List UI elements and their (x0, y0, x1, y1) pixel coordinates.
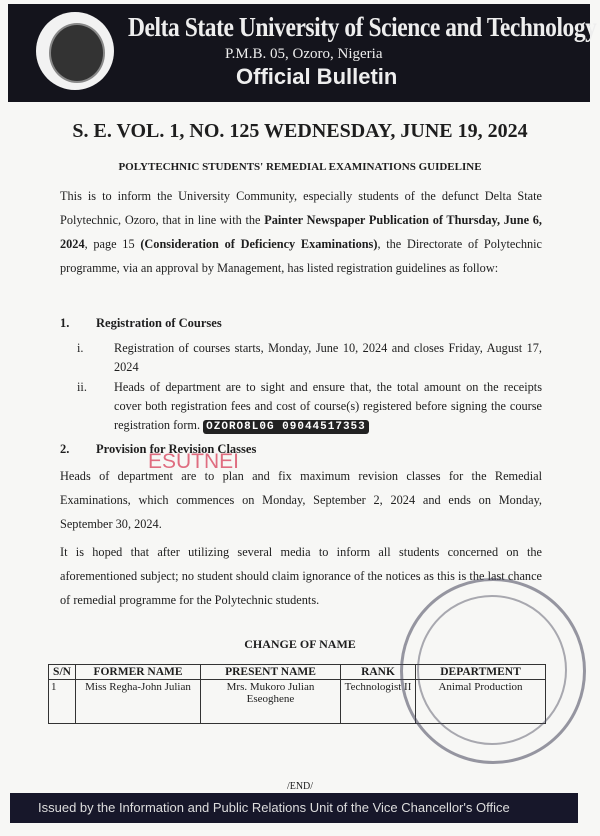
footer-banner: Issued by the Information and Public Relations Unit of the Vice Chancellor's Office (10, 793, 578, 823)
header-banner (8, 4, 597, 102)
table-cell: Miss Regha-John Julian (76, 680, 201, 724)
table-cell: Technologist II (341, 680, 416, 724)
end-marker: /END/ (286, 781, 314, 792)
watermark-tag: OZORO8L0G 09044517353 (203, 420, 369, 434)
column-header: PRESENT NAME (201, 665, 341, 680)
watermark-text: ESUTNEI (148, 450, 240, 473)
column-header: DEPARTMENT (416, 665, 546, 680)
column-header: FORMER NAME (76, 665, 201, 680)
column-header: RANK (341, 665, 416, 680)
section-1-heading: 1. Registration of Courses (60, 316, 222, 330)
intro-paragraph: This is to inform the University Community, especially students of the defunct Delta State Polytechnic, Ozoro, that in line with the Painter Newspaper Publication of Thursday, June 6, 2024, page 15 (Consideration of Deficiency Examinations), the Directorate of Polytechnic programme, via an approval by Management, has listed registration guidelines as follow: (60, 189, 542, 275)
change-of-name-title: CHANGE OF NAME (244, 637, 356, 651)
university-logo-icon (36, 12, 114, 90)
subject-heading: POLYTECHNIC STUDENTS' REMEDIAL EXAMINATIONS GUIDELINE (118, 161, 482, 173)
column-header: S/N (49, 665, 76, 680)
list-item: ii. Heads of department are to sight and ensure that, the total amount on the receipts cover both registration fees and cost of course(s) registered before signing the course registration form. OZORO8L0G 09044517353 (77, 380, 542, 433)
issue-line: S. E. VOL. 1, NO. 125 WEDNESDAY, JUNE 19, 2024 (72, 120, 528, 142)
list-item: i. Registration of courses starts, Monday, June 10, 2024 and closes Friday, August 17, 2024 (77, 341, 542, 374)
section-2-heading: 2. Provision for Revision Classes (60, 442, 257, 456)
official-stamp-icon (400, 578, 586, 764)
university-name: Delta State University of Science and Technology (128, 12, 597, 42)
section-2-paragraph: Heads of department are to plan and fix maximum revision classes for the Remedial Examinations, which commences on Monday, September 2, 2024 and ends on Monday, September 30, 2024. (60, 469, 542, 531)
table-cell: Mrs. Mukoro Julian Eseoghene (201, 680, 341, 724)
bulletin-title: Official Bulletin (236, 64, 398, 89)
table-cell: Animal Production (416, 680, 546, 724)
closing-paragraph: It is hoped that after utilizing several media to inform all students concerned on the aforementioned subject; no student should claim ignorance of the notices as this is the last chance of remedial programme for the Polytechnic students. (60, 545, 542, 607)
table-cell: 1 (49, 680, 76, 724)
university-address: P.M.B. 05, Ozoro, Nigeria (225, 46, 383, 62)
